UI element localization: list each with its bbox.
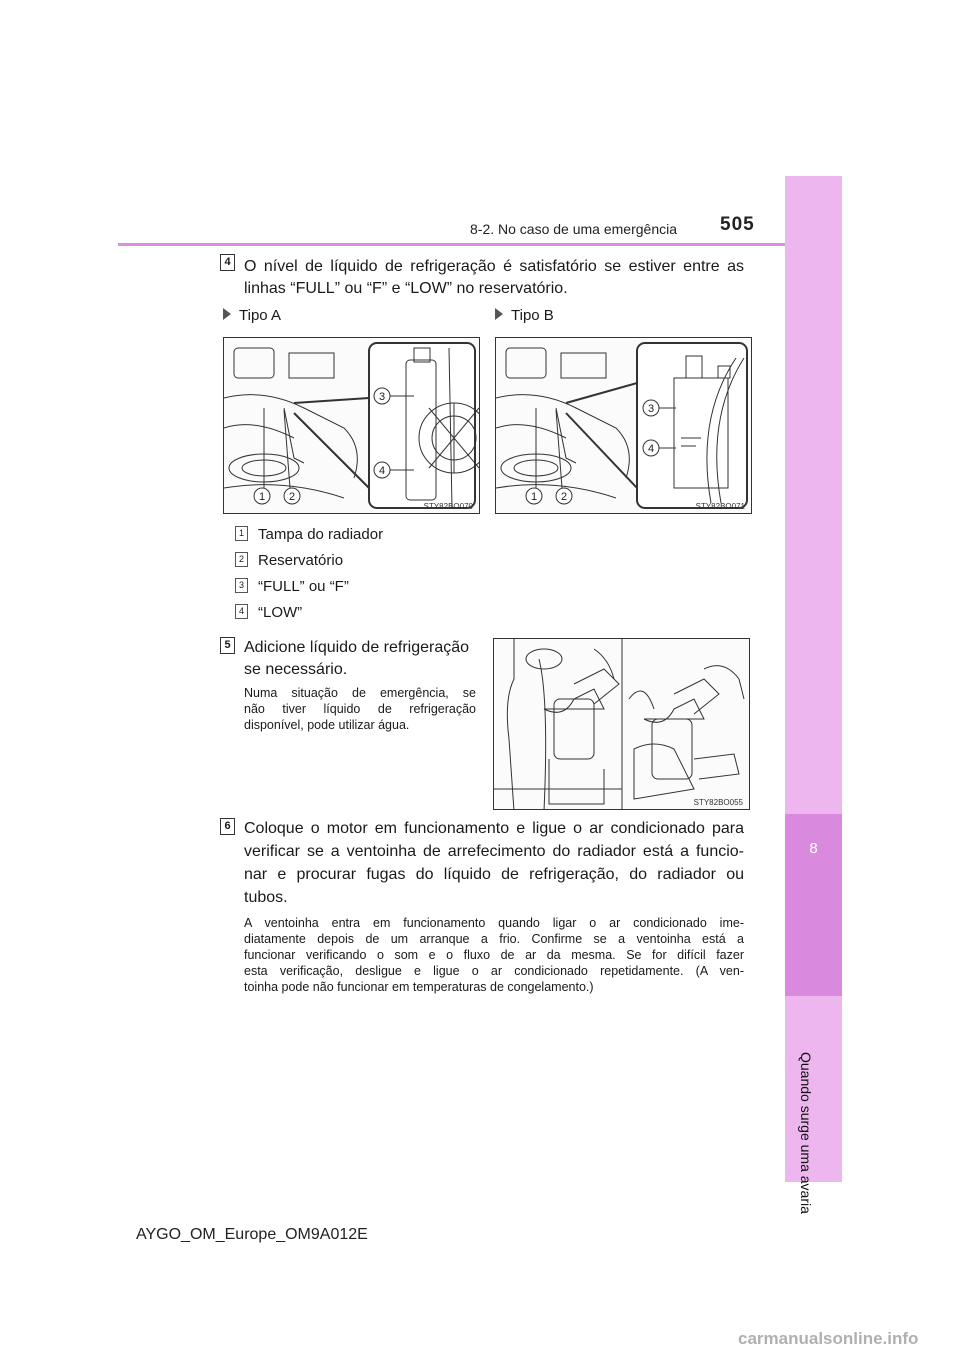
step-5-note-line1: Numa situação de emergência, se (244, 686, 476, 700)
step-6-note-line3: funcionar verificando o som e o fluxo de ar da mesma. Se for difícil fazer (244, 948, 744, 962)
figure-code: STY82BO070 (423, 502, 473, 511)
header-divider (118, 243, 785, 246)
figure-type-a (223, 337, 480, 514)
engine-reservoir-illustration-b (496, 338, 752, 514)
pouring-coolant-illustration (494, 639, 750, 810)
figure-code: STY82BO055 (693, 798, 743, 807)
callout-2: 2 (288, 491, 296, 503)
step-5-note-line2: não tiver líquido de refrigeração (244, 702, 476, 716)
step-6-note-line4: esta verificação, desligue e ligue o ar condicionado repetidamente. (A ven- (244, 964, 744, 978)
page-number: 505 (720, 214, 755, 235)
step-6-line1: Coloque o motor em funcionamento e ligue o ar condicionado para (244, 820, 744, 837)
step-6-note-line2: diatamente depois de um arranque a frio. Confirme se a ventoinha está a (244, 932, 744, 946)
figure-add-coolant (493, 638, 750, 810)
legend-item-1 (235, 526, 383, 543)
type-b-label (495, 307, 554, 324)
legend-number: 2 (235, 552, 248, 567)
chapter-number: 8 (809, 840, 818, 857)
step-4-line2: linhas “FULL” ou “F” e “LOW” no reservatório. (244, 280, 568, 297)
legend-label: “LOW” (258, 604, 303, 621)
document-id: AYGO_OM_Europe_OM9A012E (136, 1226, 368, 1243)
step-5-line1: Adicione líquido de refrigeração (244, 639, 470, 656)
step-6-note-line1: A ventoinha entra em funcionamento quando ligar o ar condicionado ime- (244, 916, 744, 930)
figure-code: STY82BO071 (695, 502, 745, 511)
legend-number: 3 (235, 578, 248, 593)
engine-reservoir-illustration-a (224, 338, 480, 514)
step-5-note-line3: disponível, pode utilizar água. (244, 718, 410, 732)
triangle-bullet-icon (495, 308, 503, 320)
step-6-note-line5: toinha pode não funcionar em temperaturas de congelamento.) (244, 980, 594, 994)
section-title: 8-2. No caso de uma emergência (470, 221, 677, 237)
step-6-badge: 6 (220, 818, 235, 835)
step-5-badge: 5 (220, 637, 235, 654)
step-4-badge: 4 (220, 254, 235, 271)
callout-4: 4 (378, 465, 386, 477)
triangle-bullet-icon (223, 308, 231, 320)
step-5-line2: se necessário. (244, 661, 348, 678)
legend-item-4 (235, 604, 302, 621)
legend-item-3 (235, 578, 349, 595)
chapter-title: Quando surge uma avaria (798, 1052, 814, 1214)
callout-3: 3 (378, 391, 386, 403)
step-6-line4: tubos. (244, 889, 288, 906)
legend-label: Tampa do radiador (258, 526, 384, 543)
figure-type-b (495, 337, 752, 514)
callout-1: 1 (530, 491, 538, 503)
type-a-label (223, 307, 281, 324)
legend-label: Reservatório (258, 552, 344, 569)
legend-number: 1 (235, 526, 248, 541)
callout-2: 2 (560, 491, 568, 503)
callout-1: 1 (258, 491, 266, 503)
step-6-line3: nar e procurar fugas do líquido de refrigeração, do radiador ou (244, 866, 744, 883)
legend-label: “FULL” ou “F” (258, 578, 349, 595)
type-b-text: Tipo B (511, 307, 554, 324)
chapter-sidebar (785, 176, 842, 1214)
type-a-text: Tipo A (239, 307, 281, 324)
step-6-line2: verificar se a ventoinha de arrefecimento do radiador está a funcio- (244, 843, 744, 860)
legend-item-2 (235, 552, 343, 569)
legend-number: 4 (235, 604, 248, 619)
step-4-line1: O nível de líquido de refrigeração é satisfatório se estiver entre as (244, 258, 744, 275)
callout-4: 4 (647, 443, 655, 455)
watermark: carmanualsonline.info (738, 1329, 919, 1348)
callout-3: 3 (647, 403, 655, 415)
